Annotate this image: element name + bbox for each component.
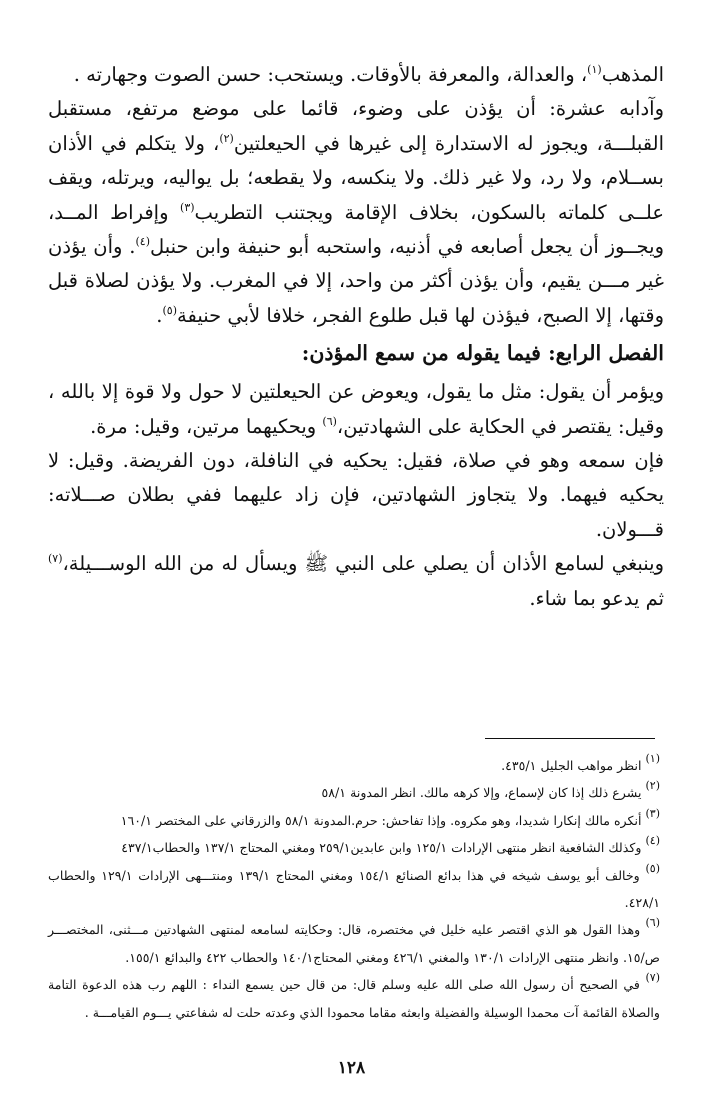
- footnote-number-5: (٥): [645, 861, 660, 875]
- footnote-marker-4: (٤): [135, 235, 150, 249]
- paragraph-3-part-a: ويؤمر أن يقول: مثل ما يقول، ويعوض عن الحيعلتين لا حول ولا قوة إلا بالله ، وقيل: يقتصر في الحكاية على الشهادتين،: [48, 380, 664, 438]
- footnote-1: [48, 752, 660, 779]
- footnote-marker-3: (٣): [180, 200, 195, 214]
- footnote-marker-1: (١): [587, 63, 602, 76]
- footnote-4-text: وكذلك الشافعية انظر منتهى الإرادات ١٢٥/١ وابن عابدين٢٥٩/١ ومغني المحتاج ١٣٧/١ والحطاب٤٣٧/١: [121, 840, 642, 856]
- footnote-6: [48, 916, 660, 971]
- paragraph-1-text: ، والعدالة، والمعرفة بالأوقات. ويستحب: حسن الصوت وجهارته .: [73, 63, 588, 86]
- paragraph-2-part-a: وآدابه عشرة: أن يؤذن على وضوء، قائما على موضع مرتفع، مستقبل القبلـــة، ويجوز له الاستدارة إلى غيرها في الحيعلتين: [48, 97, 664, 155]
- footnote-number-1: (١): [645, 752, 660, 765]
- paragraph-3: [48, 375, 664, 444]
- footnote-number-4: (٤): [645, 834, 660, 848]
- footnote-number-2: (٢): [645, 779, 660, 793]
- paragraph-3-part-b: ويحكيهما مرتين، وقيل: مرة.: [90, 414, 323, 438]
- main-text: [48, 58, 664, 616]
- footnotes: [48, 752, 660, 1026]
- paragraph-2-part-d: . وأن يؤذن غير مـــن يقيم، وأن يؤذن أكثر من واحد، إلا في المغرب. ولا يؤذن لصلاة قبل وقتها، إلا الصبح، فيؤذن لها قبل طلوع الفجر، خلافا لأبي حنيفة: [48, 235, 664, 327]
- footnote-2: [48, 779, 660, 806]
- paragraph-2: [48, 92, 664, 333]
- footnote-number-6: (٦): [645, 916, 660, 930]
- paragraph-5: [48, 547, 664, 616]
- footnote-number-3: (٣): [645, 806, 660, 820]
- footnote-3-text: أنكره مالك إنكارا شديدا، وهو مكروه. وإذا تفاحش: حرم.المدونة ٥٨/١ والزرقاني على المختصر ١٦٠/١: [120, 812, 642, 828]
- body-text: [48, 58, 664, 616]
- footnote-6-text: وهذا القول هو الذي اقتصر عليه خليل في مختصره، قال: وحكايته لسامعه لمنتهى الشهادتين مـــثنى، المختصـــر ص/١٥. وانظر منتهى الإرادات ١٣٠/١ والمغني ٤٢٦/١ ومغني المحتاج١٤٠/١ والحطاب ٤٢٢ والبدائع ١٥٥/١.: [48, 922, 660, 965]
- paragraph-5-part-b: ثم يدعو بما شاء.: [529, 586, 664, 610]
- footnote-number-7: (٧): [645, 971, 660, 985]
- paragraph-1: [48, 58, 664, 92]
- footnote-marker-5: (٥): [162, 303, 178, 317]
- paragraph-5-part-a: وينبغي لسامع الأذان أن يصلي على النبي ﷺ ويسأل له من الله الوســـيلة،: [62, 552, 664, 576]
- chapter-heading: الفصل الرابع: فيما يقوله من سمع المؤذن:: [301, 341, 664, 366]
- paragraph-2-part-b: ، ولا يتكلم في الأذان بســلام، ولا رد، ولا غير ذلك. ولا ينكسه، ولا يقطعه؛ بل يواليه، ويرتله، ويقف علــى كلماته بالسكون، بخلاف الإقامة ويجتنب التطريب: [48, 131, 664, 224]
- footnote-2-text: يشرع ذلك إذا كان لإسماع، وإلا كرهه مالك. انظر المدونة ٥٨/١: [321, 785, 642, 801]
- footnote-5-text: وخالف أبو يوسف شيخه في هذا بدائع الصنائع ١٥٤/١ ومغني المحتاج ١٣٩/١ ومنتـــهى الإرادات ١٢٩/١ والحطاب ٤٢٨/١.: [48, 867, 660, 911]
- paragraph-2-part-c: وإفراط المــد، ويجــوز أن يجعل أصابعه في أذنيه، واستحبه أبو حنيفة وابن حنبل: [48, 200, 664, 259]
- footnote-3: [48, 807, 660, 834]
- footnote-4: [48, 834, 660, 861]
- footnote-divider: [485, 738, 655, 739]
- footnote-1-text: انظر مواهب الجليل ٤٣٥/١.: [501, 758, 642, 773]
- paragraph-2-end: .: [156, 303, 163, 327]
- footnote-marker-7: (٧): [48, 552, 63, 566]
- footnote-5: [48, 862, 660, 917]
- footnote-marker-6: (٦): [322, 414, 337, 428]
- paragraph-4: فإن سمعه وهو في صلاة، فقيل: يحكيه في النافلة، دون الفريضة. وقيل: لا يحكيه فيهما. ولا يتجاوز الشهادتين، فإن زاد عليهما ففي بطلان صـــلاته: قـــولان.: [48, 449, 664, 541]
- footnote-7-text: في الصحيح أن رسول الله صلى الله عليه وسلم قال: من قال حين يسمع النداء : اللهم رب هذه الدعوة التامة والصلاة القائمة آت محمدا الوسيلة والفضيلة وابعثه مقاما محمودا الذي وعدته حلت له شفاعتي يـــوم القيامـــة .: [48, 977, 660, 1020]
- footnote-marker-2: (٢): [219, 131, 234, 145]
- paragraph-1-intro: المذهب: [601, 63, 664, 86]
- page-number: ١٢٨: [337, 1058, 366, 1078]
- footnote-7: [48, 971, 660, 1026]
